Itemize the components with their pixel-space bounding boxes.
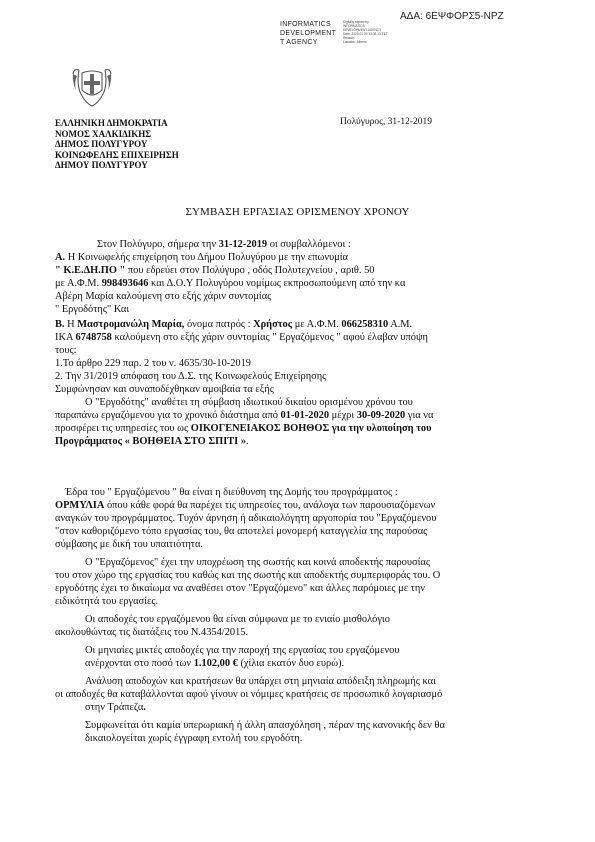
employee-tax-id: 066258310	[341, 319, 389, 330]
paragraph-line: ειδικότητά του εργασίες.	[55, 596, 159, 607]
father-name: Χρήστος	[253, 319, 293, 330]
text: με Α.Φ.Μ.	[55, 278, 102, 289]
issuer-line: ΚΟΙΝΩΦΕΛΗΣ ΕΠΙΧΕΙΡΗΣΗ	[55, 149, 179, 160]
paragraph-line: ακολουθώντας τις διατάξεις του Ν.4354/2015.	[55, 627, 249, 638]
paragraph-line: Οι μηνιαίες μικτές αποδοχές για την παροχή της εργασίας του εργαζόμενου	[85, 645, 400, 656]
text: μέχρι	[329, 410, 357, 421]
text: (χίλια εκατόν δυο ευρώ).	[237, 658, 345, 669]
issuer-line: ΔΗΜΟΣ ΠΟΛΥΓΥΡΟΥ	[55, 139, 148, 150]
signature-line: INFORMATICS	[280, 21, 332, 28]
paragraph-line	[97, 240, 351, 250]
ada-code: ΑΔΑ: 6ΕΨΦΟΡΣ5-ΝΡΖ	[400, 11, 504, 22]
program-name: « ΒΟΗΘΕΙΑ ΣΤΟ ΣΠΙΤΙ »	[124, 436, 246, 447]
party-letter: Β.	[55, 319, 65, 330]
text: που εδρεύει στον Πολύγυρο , οδός Πολυτεχνείου , αριθ. 50	[125, 265, 375, 276]
employee-name: Μαστρομανώλη Μαρία,	[77, 319, 185, 330]
paragraph-line: 1.Το άρθρο 229 παρ. 2 του ν. 4635/30-10-2019	[55, 358, 252, 369]
text: Στον Πολύγυρο, σήμερα την	[97, 239, 219, 250]
job-title: ΟΙΚΟΓΕΝΕΙΑΚΟΣ ΒΟΗΘΟΣ για την υλοποίηση του	[190, 423, 432, 434]
text: .	[143, 702, 146, 713]
signature-detail-line: Reason:	[343, 36, 355, 40]
document-title: ΣΥΜΒΑΣΗ ΕΡΓΑΣΙΑΣ ΟΡΙΣΜΕΝΟΥ ΧΡΟΝΟΥ	[185, 206, 410, 218]
text: όπου κάθε φορά θα παρέχει τις υπηρεσίες του, ανάλογα των παρουσιαζόμενων	[104, 500, 436, 511]
paragraph-line: 2. Την 31/2019 απόφαση του Δ.Σ. της Κοινωφελούς Επιχείρησης	[55, 371, 327, 382]
issuer-line: ΕΛΛΗΝΙΚΗ ΔΗΜΟΚΡΑΤΙΑ	[55, 118, 168, 128]
paragraph-line	[55, 501, 435, 511]
paragraph-line	[55, 411, 433, 421]
paragraph-line: Οι αποδοχές του εργαζόμενου θα είναι σύμφωνα με το ενιαίο μισθολόγιο	[85, 614, 390, 625]
program-label: Προγράμματος	[55, 436, 123, 447]
monthly-salary: 1.102,00 €	[193, 658, 238, 669]
party-letter: Α.	[55, 252, 66, 263]
paragraph-line: σύμβασης με δική του υπαιτιότητα.	[55, 539, 204, 550]
signature-line: T AGENCY	[280, 39, 318, 46]
paragraph-line: εργοδότης έχει το δικαίωμα να αναθέσει στον "Εργαζόμενο" και άλλες παρόμοιες με την	[55, 583, 425, 594]
end-date: 30-09-2020	[356, 410, 406, 421]
text: .	[246, 436, 249, 447]
signature-detail-line: Digitally signed by	[343, 20, 369, 24]
paragraph-line	[55, 266, 375, 276]
text: Α.Μ.	[388, 319, 413, 330]
paragraph-line	[55, 333, 428, 343]
paragraph-line: Ο "Εργοδότης" αναθέτει τη σύμβαση ιδιωτικού δικαίου ορισμένου χρόνου του	[85, 397, 413, 408]
signature-detail-line: DEVELOPMENT AGENCY	[343, 28, 382, 32]
greek-coat-of-arms-icon	[70, 60, 114, 110]
paragraph-line: " Εργοδότης" Και	[55, 304, 130, 315]
signature-agency-name	[280, 20, 336, 47]
paragraph-line: αναγκών του προγράμματος. Τυχόν άρνηση ή αδικαιολόγητη αργοπορία του "Εργαζόμενου	[55, 513, 437, 524]
paragraph-line	[55, 437, 249, 447]
paragraph-line: τους:	[55, 345, 77, 356]
paragraph-line	[85, 703, 146, 713]
text: προσφέρει τις υπηρεσίες του ως	[55, 423, 191, 434]
text: Η	[64, 319, 78, 330]
signature-detail-line: Date: 2020.01.09 13:08:13 EET	[343, 32, 388, 36]
employer-name: " Κ.Ε.ΔΗ.ΠΟ "	[55, 265, 126, 276]
text: ανέρχονται στο ποσό των	[85, 658, 194, 669]
text: παραπάνω εργαζόμενου για το χρονικό διάστημα από	[55, 410, 281, 421]
paragraph-line: "στον καθοριζόμενο τόπο εργασίας του, θα αποτελεί μονομερή καταγγελία της παρούσας	[55, 526, 428, 537]
signature-detail-line: INFORMATICS	[343, 24, 365, 28]
text: και Δ.Ο.Υ Πολυγύρου νομίμως εκπροσωπούμενη από την κα	[148, 278, 406, 289]
signature-detail-line: Location: Athens	[343, 40, 367, 44]
text: οι συμβαλλόμενοι :	[267, 239, 351, 250]
issuer-header	[55, 118, 179, 171]
text: στην Τράπεζα	[85, 702, 144, 713]
paragraph-line	[85, 659, 344, 669]
issuer-line: ΔΗΜΟΥ ΠΟΛΥΓΥΡΟΥ	[55, 160, 148, 171]
issuer-line: ΝΟΜΟΣ ΧΑΛΚΙΔΙΚΗΣ	[55, 128, 152, 139]
start-date: 01-01-2020	[280, 410, 330, 421]
place-date: Πολύγυρος, 31-12-2019	[340, 117, 432, 127]
paragraph-line: δικαιολογείται χωρίς έγγραφη εντολή του εργοδότη.	[85, 733, 303, 744]
digital-signature-stamp	[280, 20, 390, 60]
employee-ika-number: 6748758	[75, 332, 112, 343]
employer-tax-id: 998493646	[101, 278, 149, 289]
paragraph-line	[55, 279, 405, 289]
paragraph-line: Συμφωνείται ότι καμία υπερωριακή ή άλλη απασχόληση , πέραν της κανονικής δεν θα	[85, 720, 445, 731]
paragraph-line: οι αποδοχές θα καταβάλλονται αφού γίνουν οι νόμιμες κρατήσεις σε προσωπικό λογαριασμό	[55, 689, 443, 700]
text: για να	[405, 410, 434, 421]
work-location: ΟΡΜΥΛΙΑ	[55, 500, 105, 511]
signature-details	[343, 20, 391, 44]
text: Η Κοινωφελής επιχείρηση του Δήμου Πολυγύρου με την επωνυμία	[65, 252, 348, 263]
text: Έδρα του " Εργαζόμενου " θα είναι η διεύθυνση της Δομής του προγράμματος :	[65, 487, 398, 498]
paragraph-line: Αβέρη Μαρία καλούμενη στο εξής χάριν συντομίας	[55, 291, 272, 302]
text: ΙΚΑ	[55, 332, 76, 343]
text: όνομα πατρός :	[184, 319, 254, 330]
paragraph-line	[55, 424, 432, 434]
text: καλούμενη στο εξής χάριν συντομίας " Εργαζόμενος " αφού έλαβαν υπόψη	[111, 332, 428, 343]
paragraph-line	[65, 488, 398, 498]
paragraph-line	[55, 320, 412, 330]
paragraph-line: Ο "Εργαζόμενος" έχει την υποχρέωση της σωστής και κοινά αποδεκτής παρουσίας	[85, 557, 430, 568]
paragraph-line: Ανάλυση αποδοχών και κρατήσεων θα υπάρχει στη μηνιαία απόδειξη πληρωμής και	[85, 676, 436, 687]
contract-date: 31-12-2019	[218, 239, 268, 250]
text: με Α.Φ.Μ.	[292, 319, 342, 330]
paragraph-line	[55, 253, 348, 263]
paragraph-line: Συμφώνησαν και συναποδέχθηκαν αμοιβαία τα εξής	[55, 384, 274, 395]
signature-line: DEVELOPMENT	[280, 30, 337, 37]
paragraph-line: του στον χώρο της εργασίας του καθώς και της σωστής και αποδεκτής συμπεριφοράς του. Ο	[55, 570, 441, 581]
